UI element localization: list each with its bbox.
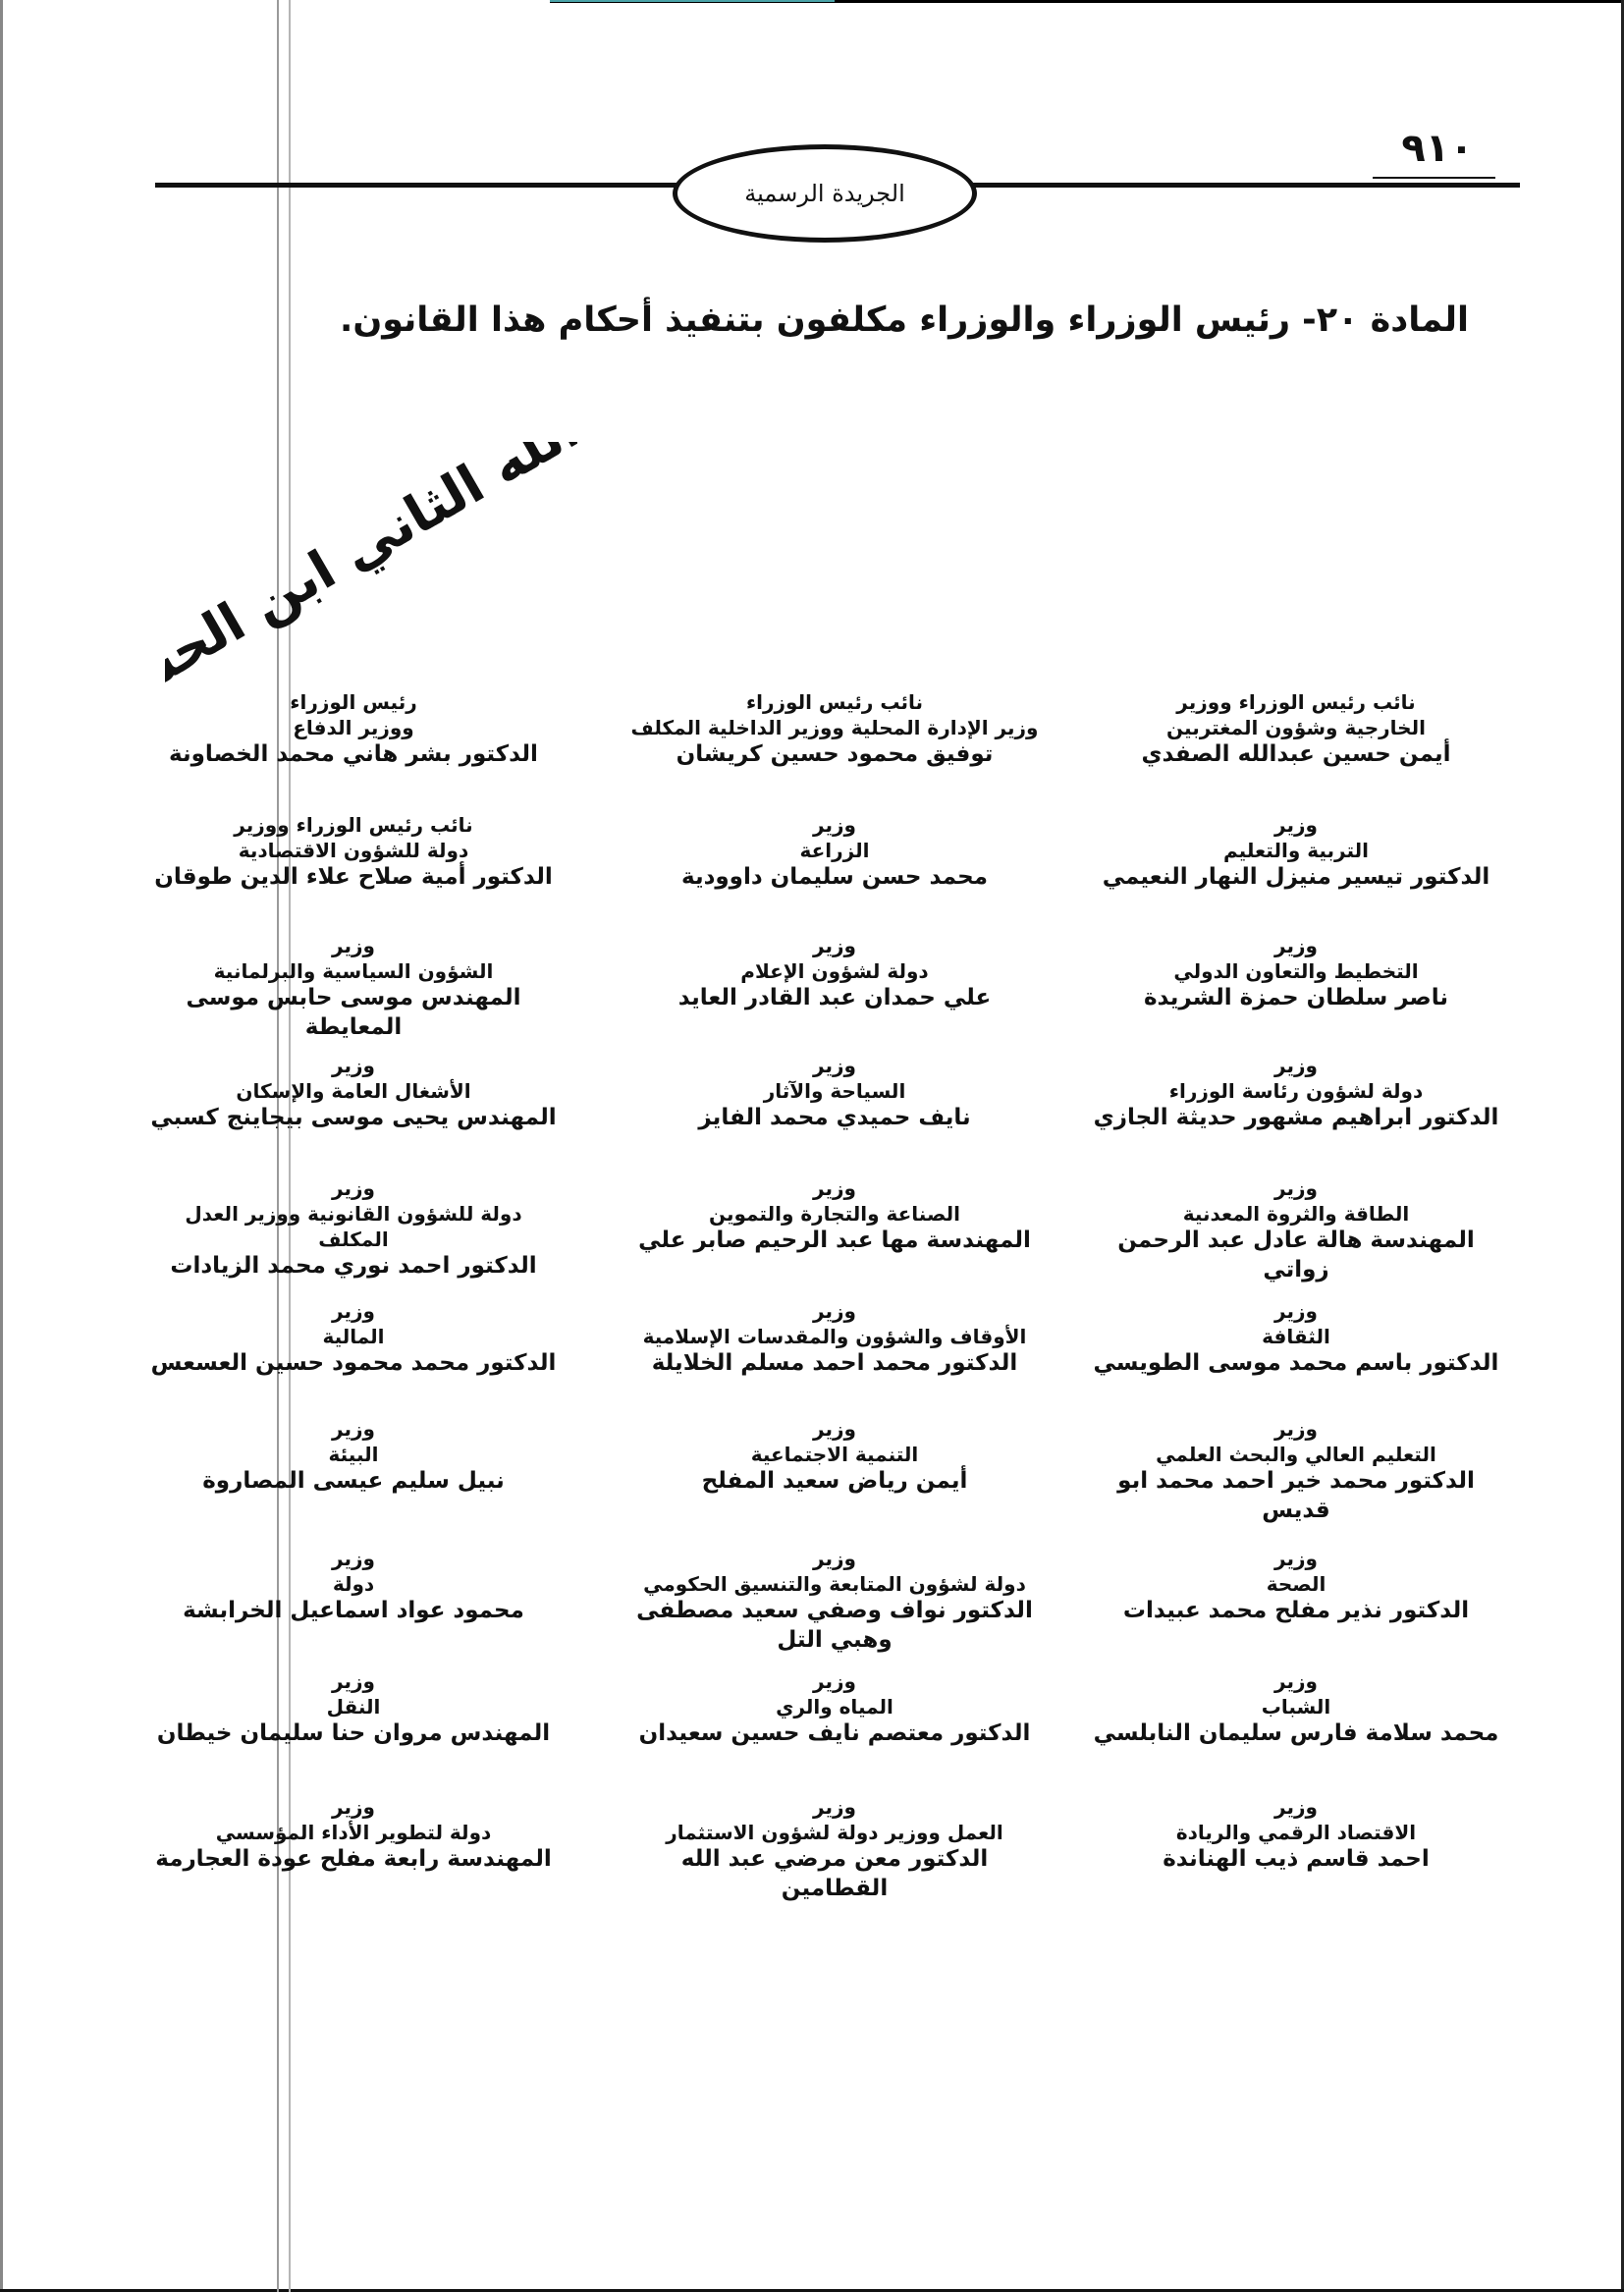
signatory-title: النقل bbox=[326, 1695, 381, 1719]
signatory-title: وزير bbox=[813, 1176, 856, 1200]
signatory-entry bbox=[147, 1175, 560, 1282]
signatory-title: وزير bbox=[332, 934, 375, 957]
signatory-entry bbox=[1090, 933, 1502, 1013]
royal-signature bbox=[165, 442, 577, 687]
signatory-title: وزير bbox=[1274, 1417, 1318, 1441]
signature-text: الله الثاني ابن الحسين bbox=[165, 442, 577, 687]
signatory-title: وزير bbox=[813, 934, 856, 957]
signatory-name: نايف حميدي محمد الفايز bbox=[698, 1105, 971, 1130]
signatory-title: دولة لشؤون رئاسة الوزراء bbox=[1168, 1079, 1424, 1103]
signatory-name: الدكتور تيسير منيزل النهار النعيمي bbox=[1102, 864, 1490, 890]
signatory-title: وزير bbox=[332, 1547, 375, 1570]
signatory-title: دولة لشؤون المتابعة والتنسيق الحكومي bbox=[643, 1572, 1026, 1596]
signatory-entry bbox=[628, 1546, 1041, 1656]
signatory-entry bbox=[1090, 1546, 1502, 1626]
signatory-title: وزير bbox=[813, 1795, 856, 1819]
signatory-title: وزير bbox=[332, 1669, 375, 1693]
signatory-title: وزير bbox=[1274, 1299, 1318, 1323]
signatory-entry bbox=[1090, 1298, 1502, 1379]
signatory-title: وزير bbox=[1274, 1669, 1318, 1693]
scan-edge-left bbox=[0, 0, 3, 2292]
signatory-title: الطاقة والثروة المعدنية bbox=[1182, 1202, 1410, 1226]
signatory-name: الدكتور محمد احمد مسلم الخلايلة bbox=[651, 1350, 1018, 1376]
signatory-name: الدكتور نذير مفلح محمد عبيدات bbox=[1122, 1598, 1470, 1623]
page-number: ٩١٠ bbox=[1401, 126, 1474, 171]
signatory-title: التنمية الاجتماعية bbox=[750, 1443, 919, 1466]
signatory-title: دولة للشؤون القانونية ووزير العدل المكلف bbox=[185, 1202, 522, 1251]
signatory-title: وزير bbox=[332, 1054, 375, 1077]
signatory-title: التعليم العالي والبحث العلمي bbox=[1156, 1443, 1436, 1466]
signatory-title: وزير bbox=[1274, 934, 1318, 957]
signatory-title: المياه والري bbox=[776, 1695, 893, 1719]
signatory-title: البيئة bbox=[328, 1443, 379, 1466]
signatory-title: وزير bbox=[332, 1299, 375, 1323]
signatory-title: الزراعة bbox=[799, 839, 870, 862]
signatory-entry bbox=[628, 1298, 1041, 1379]
signatory-title: وزير bbox=[1274, 1547, 1318, 1570]
signatory-title: وزير bbox=[332, 1176, 375, 1200]
signatory-name: ناصر سلطان حمزة الشريدة bbox=[1143, 985, 1449, 1010]
signatory-entry bbox=[1090, 689, 1502, 770]
signatory-name: أيمن حسين عبدالله الصفدي bbox=[1141, 741, 1451, 767]
signatory-entry bbox=[628, 1053, 1041, 1133]
signatory-title: العمل ووزير دولة لشؤون الاستثمار bbox=[666, 1821, 1003, 1844]
signatory-entry bbox=[147, 1668, 560, 1749]
signatory-entry bbox=[147, 1416, 560, 1497]
signatory-entry bbox=[1090, 812, 1502, 893]
signatory-name: الدكتور معتصم نايف حسين سعيدان bbox=[638, 1720, 1031, 1746]
signatory-entry bbox=[147, 1546, 560, 1626]
signatory-name: توفيق محمود حسين كريشان bbox=[676, 741, 994, 767]
signatory-title: وزير bbox=[1274, 1054, 1318, 1077]
signatory-title: الشباب bbox=[1261, 1695, 1331, 1719]
signatory-name: علي حمدان عبد القادر العايد bbox=[677, 985, 992, 1010]
signatory-entry bbox=[147, 812, 560, 893]
signatory-name: محمد حسن سليمان داوودية bbox=[681, 864, 988, 890]
signatory-title: وزير الإدارة المحلية ووزير الداخلية المكلف bbox=[630, 716, 1039, 739]
signatory-title: وزير bbox=[813, 1669, 856, 1693]
signatory-name: الدكتور باسم محمد موسى الطويسي bbox=[1093, 1350, 1499, 1376]
signatory-title: وزير bbox=[813, 813, 856, 837]
signatory-name: المهندس موسى حابس موسى المعايطة bbox=[186, 985, 521, 1040]
signatory-name: الدكتور أمية صلاح علاء الدين طوقان bbox=[154, 864, 553, 890]
signatory-name: الدكتور بشر هاني محمد الخصاونة bbox=[169, 741, 538, 767]
signatory-entry bbox=[1090, 1794, 1502, 1875]
signatory-entry bbox=[147, 1794, 560, 1875]
signatory-title: الاقتصاد الرقمي والريادة bbox=[1175, 1821, 1417, 1844]
signatory-title: الصحة bbox=[1266, 1572, 1326, 1596]
signatory-title: الأوقاف والشؤون والمقدسات الإسلامية bbox=[642, 1325, 1027, 1348]
signatory-title: وزير bbox=[332, 1417, 375, 1441]
signatory-title: وزير bbox=[332, 1795, 375, 1819]
signatory-title: المالية bbox=[322, 1325, 385, 1348]
signatory-entry bbox=[628, 1794, 1041, 1904]
signatory-title: وزير bbox=[1274, 813, 1318, 837]
signatory-title: وزير bbox=[813, 1054, 856, 1077]
signatory-title: نائب رئيس الوزراء ووزير bbox=[234, 813, 473, 837]
signatory-entry bbox=[628, 689, 1041, 770]
signatory-name: الدكتور محمد خير احمد محمد ابو قديس bbox=[1117, 1468, 1475, 1523]
signatory-title: وزير bbox=[813, 1417, 856, 1441]
signatory-entry bbox=[147, 1298, 560, 1379]
gazette-title-oval bbox=[673, 144, 977, 243]
signatory-entry bbox=[628, 1416, 1041, 1497]
signatories-block bbox=[147, 689, 1502, 1901]
signatory-entry bbox=[1090, 1053, 1502, 1133]
signature-graphic bbox=[165, 442, 577, 687]
signatory-title: نائب رئيس الوزراء bbox=[745, 690, 924, 714]
signatory-name: الدكتور ابراهيم مشهور حديثة الجازي bbox=[1093, 1105, 1499, 1130]
signatory-entry bbox=[628, 1668, 1041, 1749]
signatory-entry bbox=[147, 689, 560, 770]
signatory-title: السياحة والآثار bbox=[763, 1079, 906, 1103]
signatory-name: الدكتور محمد محمود حسين العسعس bbox=[150, 1350, 557, 1376]
signatory-title: التخطيط والتعاون الدولي bbox=[1173, 959, 1419, 983]
signatory-title: دولة bbox=[332, 1572, 375, 1596]
signatory-title: دولة للشؤون الاقتصادية bbox=[238, 839, 469, 862]
signatory-title: رئيس الوزراء bbox=[290, 690, 417, 714]
signatory-entry bbox=[1090, 1416, 1502, 1526]
signatory-name: المهندس يحيى موسى بيجاينج كسبي bbox=[150, 1105, 557, 1130]
scan-edge-top-tint bbox=[550, 0, 835, 2]
signatory-title: التربية والتعليم bbox=[1223, 839, 1369, 862]
signatory-entry bbox=[147, 1053, 560, 1133]
signatory-title: الصناعة والتجارة والتموين bbox=[708, 1202, 961, 1226]
signatory-name: الدكتور معن مرضي عبد الله القطامين bbox=[680, 1846, 989, 1901]
signatory-name: أيمن رياض سعيد المفلح bbox=[701, 1468, 968, 1494]
signatory-name: احمد قاسم ذيب الهناندة bbox=[1163, 1846, 1430, 1872]
signatory-title: نائب رئيس الوزراء ووزير bbox=[1176, 690, 1416, 714]
signatory-entry bbox=[628, 812, 1041, 893]
signatory-title: ووزير الدفاع bbox=[293, 716, 414, 739]
signatory-name: المهندسة رابعة مفلح عودة العجارمة bbox=[155, 1846, 552, 1872]
signatory-name: محمود عواد اسماعيل الخرابشة bbox=[183, 1598, 524, 1623]
signatory-name: المهندسة هالة عادل عبد الرحمن زواتي bbox=[1117, 1228, 1475, 1282]
article-text: المادة ٢٠- رئيس الوزراء والوزراء مكلفون بتنفيذ أحكام هذا القانون. bbox=[340, 300, 1469, 340]
gazette-title: الجريدة الرسمية bbox=[744, 180, 905, 207]
signatory-title: الثقافة bbox=[1262, 1325, 1330, 1348]
signatory-title: دولة لتطوير الأداء المؤسسي bbox=[215, 1821, 492, 1844]
signatory-title: الشؤون السياسية والبرلمانية bbox=[213, 959, 494, 983]
signatory-entry bbox=[147, 933, 560, 1043]
signatory-title: وزير bbox=[1274, 1795, 1318, 1819]
signatory-name: المهندس مروان حنا سليمان خيطان bbox=[156, 1720, 551, 1746]
signatory-title: دولة لشؤون الإعلام bbox=[740, 959, 929, 983]
signatory-entry bbox=[628, 933, 1041, 1013]
signatory-entry bbox=[628, 1175, 1041, 1256]
signatory-title: وزير bbox=[813, 1547, 856, 1570]
signatory-name: الدكتور نواف وصفي سعيد مصطفى وهبي التل bbox=[636, 1598, 1033, 1653]
signatory-entry bbox=[1090, 1668, 1502, 1749]
signatory-title: الأشغال العامة والإسكان bbox=[236, 1079, 471, 1103]
signatory-name: الدكتور احمد نوري محمد الزيادات bbox=[170, 1253, 537, 1279]
signatory-title: الخارجية وشؤون المغتربين bbox=[1166, 716, 1426, 739]
signatory-title: وزير bbox=[813, 1299, 856, 1323]
signatory-name: المهندسة مها عبد الرحيم صابر علي bbox=[638, 1228, 1031, 1253]
signatory-title: وزير bbox=[1274, 1176, 1318, 1200]
page-number-underline bbox=[1373, 177, 1495, 179]
signatory-name: محمد سلامة فارس سليمان النابلسي bbox=[1093, 1720, 1499, 1746]
signatory-entry bbox=[1090, 1175, 1502, 1285]
signatory-name: نبيل سليم عيسى المصاروة bbox=[202, 1468, 505, 1494]
